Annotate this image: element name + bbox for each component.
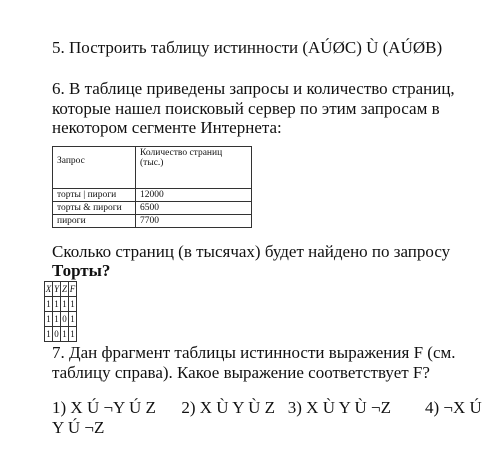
task6-line1: 6. В таблице приведены запросы и количество страниц,	[52, 79, 455, 98]
truth-cell: 1	[45, 327, 53, 342]
truth-header-x: X	[45, 282, 53, 297]
task5-text: 5. Построить таблицу истинности (АÚØС) Ù (АÚØВ)	[52, 38, 443, 57]
pages-header-line1: Количество страниц	[140, 148, 223, 158]
query-cell: торты | пироги	[53, 189, 136, 202]
pages-header-line2: (тыс.)	[140, 158, 164, 168]
table-row	[45, 297, 77, 312]
table-row	[53, 215, 252, 228]
query-cell: пироги	[53, 215, 136, 228]
task7-options-line2: Y Ú ¬Z	[52, 418, 105, 437]
pages-cell: 12000	[136, 189, 252, 202]
table-row	[45, 312, 77, 327]
pages-cell: 6500	[136, 202, 252, 215]
task6-question-line2: Торты?	[52, 261, 111, 280]
pages-cell: 7700	[136, 215, 252, 228]
query-table	[52, 146, 252, 228]
query-header-cell: Запрос	[53, 147, 136, 189]
task6-line3: некотором сегменте Интернета:	[52, 118, 282, 137]
truth-table	[44, 281, 77, 342]
query-table-header	[53, 147, 252, 189]
table-row	[45, 327, 77, 342]
truth-cell: 1	[61, 327, 69, 342]
truth-header-y: Y	[53, 282, 61, 297]
truth-table-header	[45, 282, 77, 297]
task7-line2: таблицу справа). Какое выражение соответствует F?	[52, 363, 430, 382]
truth-cell: 1	[69, 312, 77, 327]
truth-cell: 1	[61, 297, 69, 312]
truth-cell: 1	[69, 297, 77, 312]
truth-header-f: F	[69, 282, 77, 297]
truth-cell: 1	[53, 297, 61, 312]
truth-cell: 1	[45, 312, 53, 327]
table-row	[53, 189, 252, 202]
truth-header-z: Z	[61, 282, 69, 297]
truth-cell: 1	[45, 297, 53, 312]
task7-line1: 7. Дан фрагмент таблицы истинности выражения F (см.	[52, 343, 456, 362]
task6-question-line1: Сколько страниц (в тысячах) будет найдено по запросу	[52, 242, 451, 261]
task7-options-line1: 1) X Ú ¬Y Ú Z 2) X Ù Y Ù Z 3) X Ù Y Ù ¬Z 4) ¬X Ú	[52, 398, 482, 417]
truth-cell: 1	[69, 327, 77, 342]
truth-cell: 0	[53, 327, 61, 342]
pages-header-cell	[136, 147, 252, 189]
task6-line2: которые нашел поисковый сервер по этим запросам в	[52, 99, 440, 118]
table-row	[53, 202, 252, 215]
truth-cell: 0	[61, 312, 69, 327]
truth-cell: 1	[53, 312, 61, 327]
query-cell: торты & пироги	[53, 202, 136, 215]
